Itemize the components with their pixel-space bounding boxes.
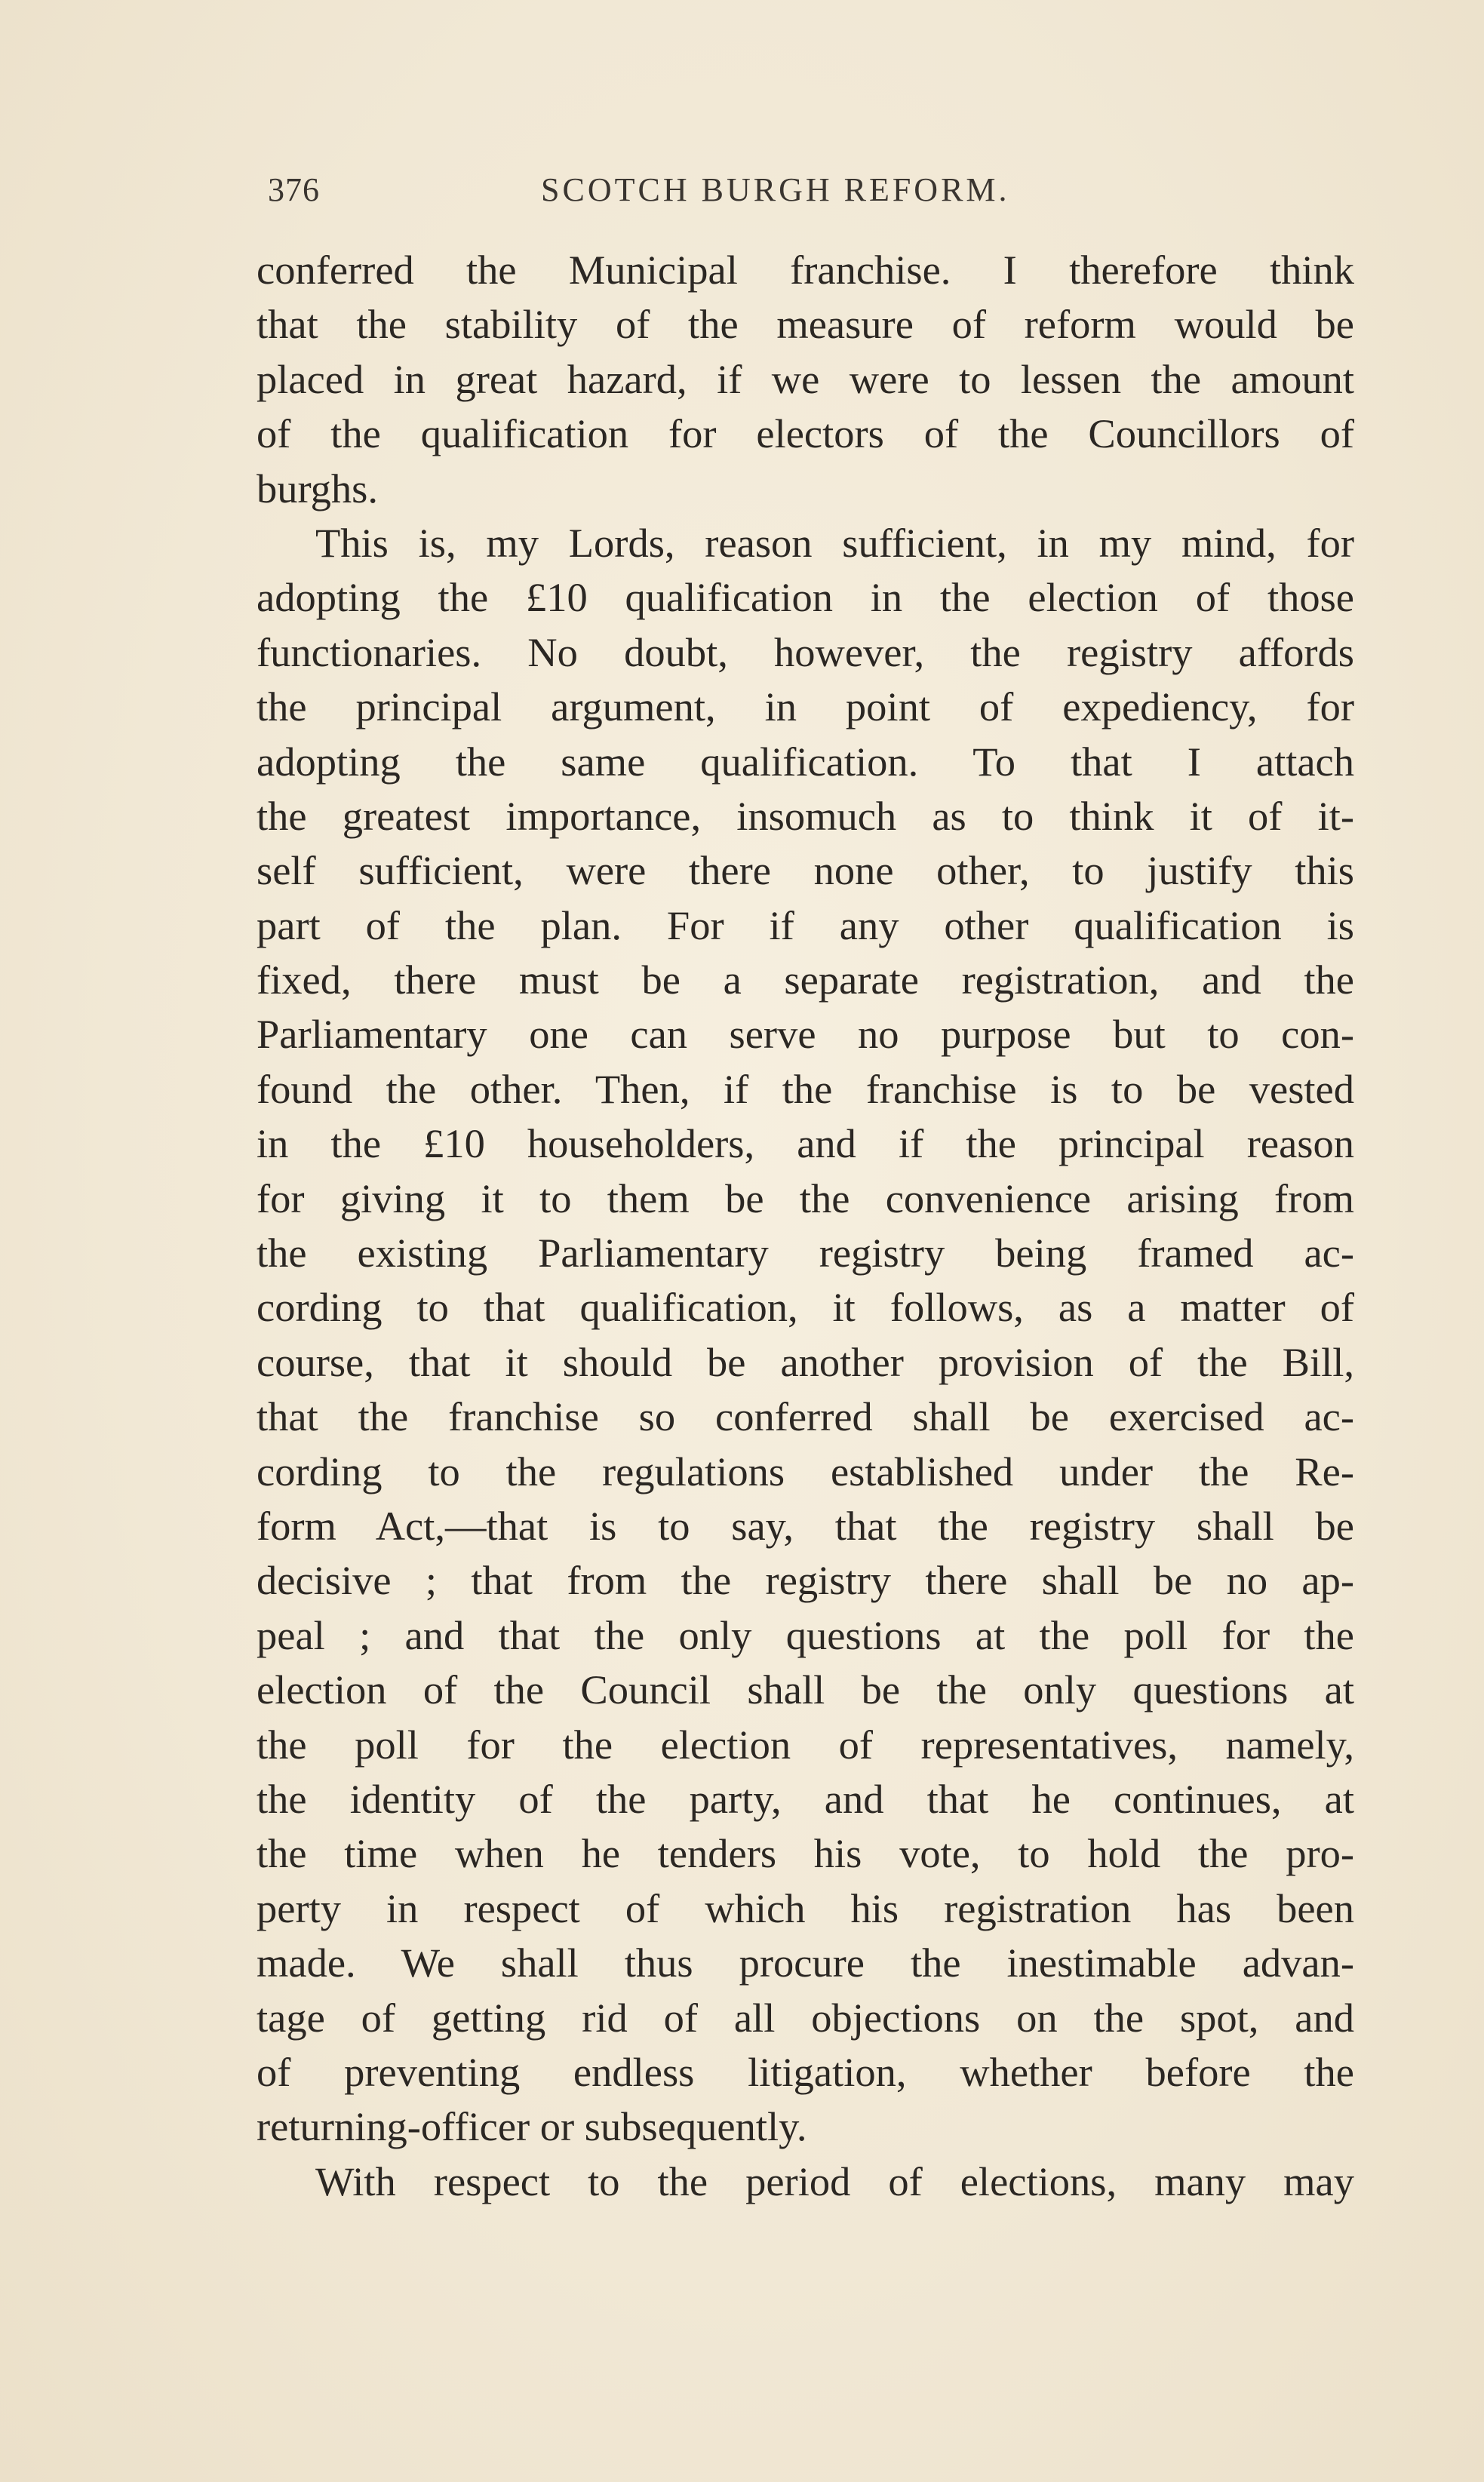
text-line: peal ; and that the only questions at the poll for the (257, 1611, 1354, 1658)
text-line: cording to that qualification, it follows, as a matter of (257, 1284, 1354, 1331)
text-line: for giving it to them be the convenience arising from (257, 1175, 1354, 1221)
text-line: tage of getting rid of all objections on the spot, and (257, 1994, 1354, 2041)
text-line: in the £10 householders, and if the principal reason (257, 1120, 1354, 1167)
text-line: the principal argument, in point of expediency, for (257, 683, 1354, 730)
text-line: placed in great hazard, if we were to lessen the amount (257, 355, 1354, 402)
text-line: adopting the same qualification. To that I attach (257, 738, 1354, 785)
page-number: 376 (268, 171, 320, 208)
text-line: of preventing endless litigation, whether before the (257, 2048, 1354, 2095)
paragraph-first-line: This is, my Lords, reason sufficient, in my mind, for (315, 519, 1354, 566)
text-line: Parliamentary one can serve no purpose but to con- (257, 1011, 1354, 1058)
text-line: of the qualification for electors of the Councillors of (257, 410, 1354, 457)
text-line: the identity of the party, and that he continues, at (257, 1775, 1354, 1822)
text-line: self sufficient, were there none other, to justify this (257, 847, 1354, 894)
text-line: fixed, there must be a separate registration, and the (257, 957, 1354, 1003)
text-line: that the stability of the measure of reform would be (257, 301, 1354, 348)
text-line: made. We shall thus procure the inestimable advan- (257, 1940, 1354, 1986)
body-text (257, 243, 1354, 2209)
text-line: the poll for the election of representatives, namely, (257, 1721, 1354, 1768)
running-title: SCOTCH BURGH REFORM. (541, 171, 1010, 208)
text-line: returning-officer or subsequently. (257, 2103, 807, 2150)
text-line: election of the Council shall be the only questions at (257, 1666, 1354, 1713)
text-line: conferred the Municipal franchise. I therefore think (257, 247, 1354, 293)
paragraph-first-line: With respect to the period of elections, many may (315, 2158, 1354, 2204)
text-line: that the franchise so conferred shall be exercised ac- (257, 1393, 1354, 1440)
text-line: the greatest importance, insomuch as to think it of it- (257, 792, 1354, 839)
text-line: perty in respect of which his registration has been (257, 1885, 1354, 1931)
text-line: course, that it should be another provision of the Bill, (257, 1338, 1354, 1385)
text-line: the existing Parliamentary registry being framed ac- (257, 1230, 1354, 1276)
text-line: decisive ; that from the registry there shall be no ap- (257, 1557, 1354, 1604)
text-line: form Act,—that is to say, that the registry shall be (257, 1502, 1354, 1549)
running-head (268, 170, 1353, 216)
text-line: the time when he tenders his vote, to hold the pro- (257, 1830, 1354, 1877)
text-line: found the other. Then, if the franchise is to be vested (257, 1065, 1354, 1112)
text-line: cording to the regulations established under the Re- (257, 1448, 1354, 1494)
text-line: adopting the £10 qualification in the election of those (257, 574, 1354, 621)
text-line: burghs. (257, 465, 378, 511)
text-line: part of the plan. For if any other qualification is (257, 902, 1354, 948)
text-line: functionaries. No doubt, however, the registry affords (257, 628, 1354, 675)
